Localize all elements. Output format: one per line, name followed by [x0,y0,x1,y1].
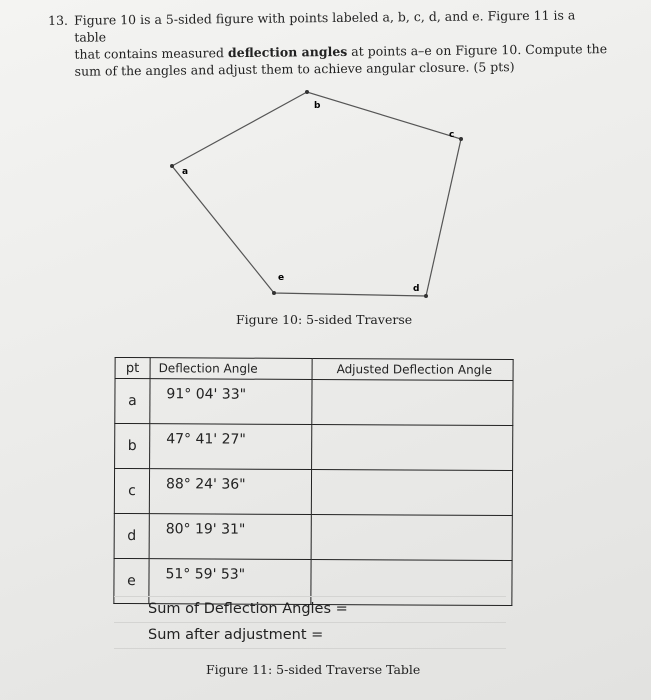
question-line-2-start: that contains measured [74,45,229,62]
table-row [114,468,512,515]
row-pt: b [115,423,150,468]
row-pt: a [115,378,150,423]
row-angle: 47° 41' 27" [150,424,312,470]
label-a: a [182,167,189,177]
traverse-polygon [172,92,461,296]
header-pt: pt [115,357,150,378]
row-angle: 88° 24' 36" [149,469,311,515]
row-angle: 51° 59' 53" [149,559,311,605]
row-adjusted[interactable] [311,469,512,515]
row-angle: 91° 04' 33" [150,379,312,425]
deflection-table [113,357,513,606]
row-adjusted[interactable] [312,379,513,425]
table-row [115,423,513,470]
table-row [115,378,513,425]
question-number: 13. [48,12,69,28]
header-adjusted-angle: Adjusted Deflection Angle [312,358,513,380]
figure-10-caption: Figure 10: 5-sided Traverse [236,312,413,327]
vertex-d [424,294,428,298]
row-adjusted[interactable] [311,514,512,560]
row-adjusted[interactable] [312,424,513,470]
label-d: d [413,284,420,294]
row-pt: d [114,513,149,558]
sum-after-adjustment-label: Sum after adjustment = [114,623,506,649]
vertex-a [170,164,174,168]
row-pt: e [114,558,149,603]
header-deflection-angle: Deflection Angle [150,358,312,380]
row-angle: 80° 19' 31" [149,514,311,560]
vertex-b [305,90,309,94]
table-header-row [115,357,513,380]
vertex-c [459,137,463,141]
label-b: b [314,101,321,111]
label-c: c [449,130,455,140]
sums-block [114,596,506,649]
vertex-e [272,291,276,295]
label-e: e [278,273,285,283]
figure-11-caption: Figure 11: 5-sided Traverse Table [206,662,421,677]
question-line-3: sum of the angles and adjust them to achieve angular closure. (5 pts) [74,59,515,79]
question-emphasis: deflection angles [227,43,348,61]
row-pt: c [114,468,149,513]
table-row [114,513,512,560]
sum-deflection-label: Sum of Deflection Angles = [114,596,506,623]
question-line-2-end: at points a–e on Figure 10. Compute the [347,41,608,59]
question-line-1: Figure 10 is a 5-sided figure with points labeled a, b, c, d, and e. Figure 11 is a table [74,7,576,45]
